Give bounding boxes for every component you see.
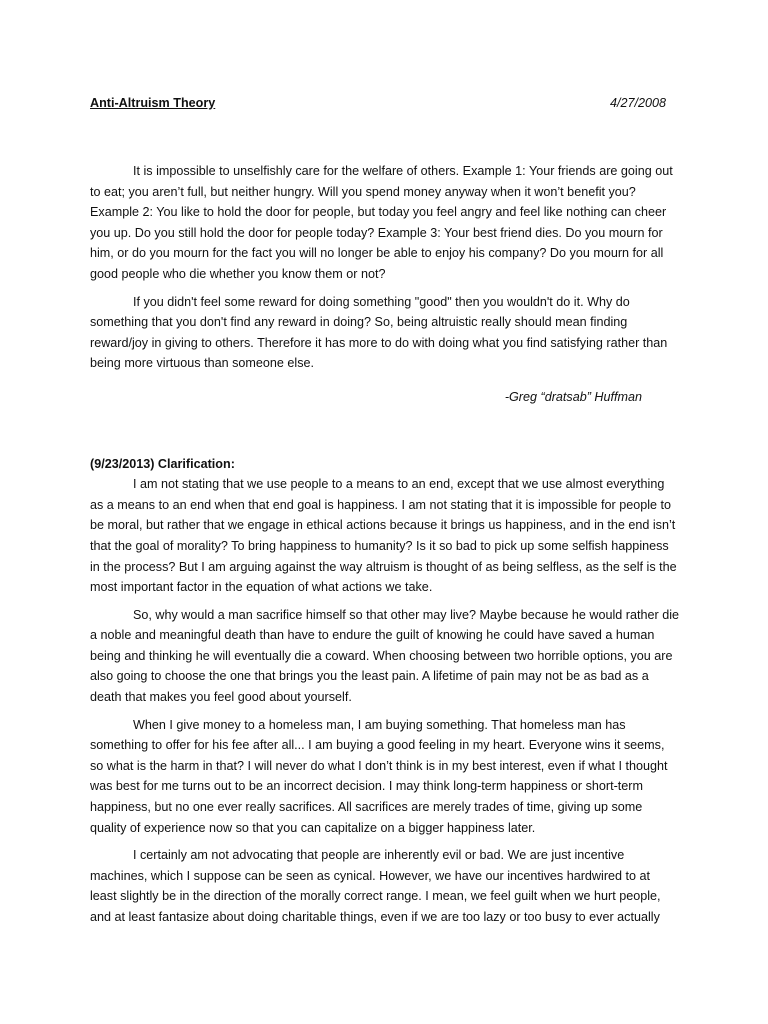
body-paragraph-2: If you didn't feel some reward for doing something "good" then you wouldn't do it. Why do something that you don't find any reward in doing? So, being altruistic really should mean finding reward/joy in giving to others. Therefore it has more to do with doing what you find satisfying rather than being more virtuous than someone else.	[90, 294, 668, 371]
clarification-paragraph-2: So, why would a man sacrifice himself so that other may live? Maybe because he would rather die a noble and meaningful death than have to endure the guilt of knowing he could have saved a human being and thinking he will eventually die a coward. When choosing between two horrible options, you are also going to choose the one that brings you the least pain. A lifetime of pain may not be as bad as a death that makes you feel good about yourself.	[90, 607, 680, 705]
clarification-paragraph-3: When I give money to a homeless man, I am buying something. That homeless man has something to offer for his fee after all... I am buying a good feeling in my heart. Everyone wins it seems, so what is the harm in that? I will never do what I don’t think is in my best interest, even if what I thought was best for me turns out to be an incorrect decision. I may think long-term happiness or short-term happiness, but no one ever really sacrifices. All sacrifices are merely trades of time, giving up some quality of experience now so that you can capitalize on a bigger happiness later.	[90, 717, 668, 835]
section-spacer	[90, 408, 680, 454]
clarification-paragraph-1: I am not stating that we use people to a means to an end, except that we use almost everything as a means to an end when that end goal is happiness. I am not stating that it is impossible for people to be moral, but rather that we engage in ethical actions because it brings us happiness, and in the end isn’t that the goal of morality? To bring happiness to humanity? Is it so bad to pick up some selfish happiness in the process? But I am arguing against the way altruism is thought of as being selfless, as the self is the most important factor in the equation of what actions we take.	[90, 477, 677, 595]
document-date: 4/27/2008	[609, 96, 666, 110]
document-title: Anti-Altruism Theory	[90, 96, 216, 110]
body-paragraph-1: It is impossible to unselfishly care for the welfare of others. Example 1: Your friends are going out to eat; you aren’t full, but neither hungry. Will you spend money anyway when it won’t benefit you? Example 2: You like to hold the door for people, but today you feel angry and feel like nothing can cheer you up. Do you still hold the door for people today? Example 3: Your best friend dies. Do you mourn for him, or do you mourn for the fact you will no longer be able to enjoy his company? Do you mourn for all good people who die whether you know them or not?	[90, 164, 673, 281]
author-signature: -Greg “dratsab” Huffman	[504, 389, 642, 404]
clarification-heading: (9/23/2013) Clarification:	[90, 456, 235, 471]
document-header	[90, 93, 680, 113]
clarification-paragraph-4: I certainly am not advocating that people are inherently evil or bad. We are just incentive machines, which I suppose can be seen as cynical. However, we have our incentives hardwired to at least slightly be in the direction of the morally correct range. I mean, we feel guilt when we hurt people, and at least fantasize about doing charitable things, even if we are too lazy or too busy to ever actually	[90, 848, 661, 924]
